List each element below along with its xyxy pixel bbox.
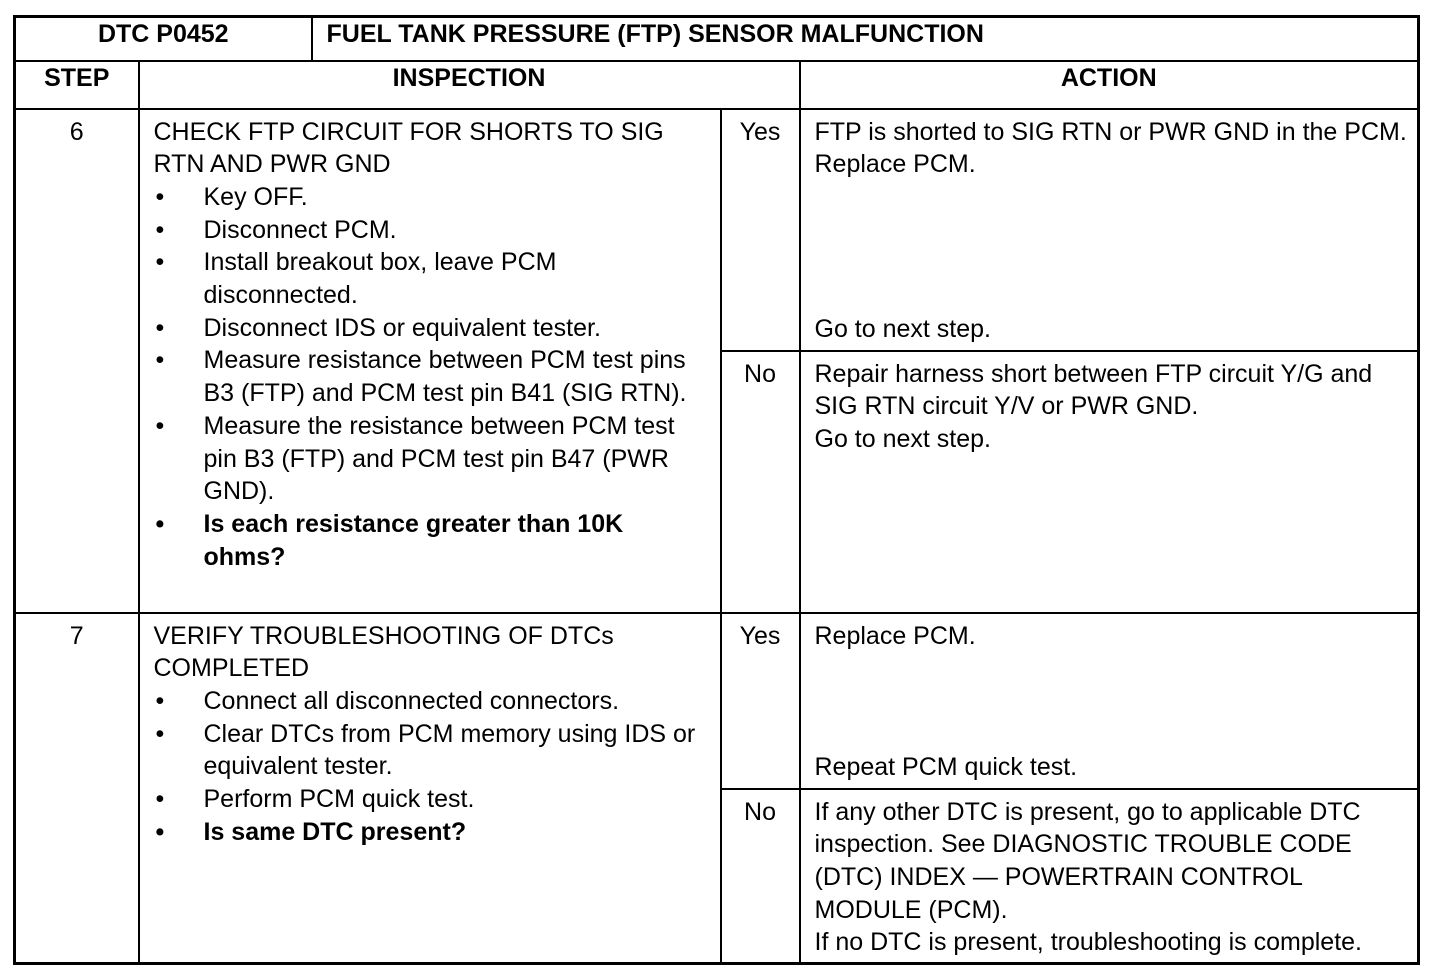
inspection-list bbox=[154, 181, 710, 573]
action-text: Replace PCM. bbox=[814, 621, 976, 650]
list-item: • Measure resistance between PCM test pins B3 (FTP) and PCM test pin B41 (SIG RTN). bbox=[154, 344, 710, 409]
no-action-cell bbox=[800, 351, 1419, 613]
action-text: FTP is shorted to SIG RTN or PWR GND in the PCM. bbox=[814, 117, 1407, 146]
step-number: 7 bbox=[15, 613, 139, 964]
inspection-cell bbox=[139, 613, 721, 964]
yes-action-cell bbox=[800, 613, 1419, 789]
action-text: If any other DTC is present, go to applicable DTC inspection. See DIAGNOSTIC TROUBLE CODE (DTC) INDEX — POWERTRAIN CONTROL MODULE (PCM). bbox=[814, 797, 1361, 924]
dtc-title: FUEL TANK PRESSURE (FTP) SENSOR MALFUNCTION bbox=[312, 17, 1419, 61]
inspection-cell bbox=[139, 109, 721, 613]
list-item: • Clear DTCs from PCM memory using IDS or equivalent tester. bbox=[154, 718, 710, 783]
inspection-list bbox=[154, 685, 710, 849]
dtc-table bbox=[13, 15, 1420, 965]
list-item: • Key OFF. bbox=[154, 181, 710, 214]
column-header-action: ACTION bbox=[800, 61, 1419, 109]
action-next: Go to next step. bbox=[814, 314, 991, 343]
list-item: • Disconnect IDS or equivalent tester. bbox=[154, 312, 710, 345]
action-text: Repair harness short between FTP circuit Y/G and SIG RTN circuit Y/V or PWR GND. bbox=[814, 359, 1373, 421]
list-item: • Connect all disconnected connectors. bbox=[154, 685, 710, 718]
list-item: • Perform PCM quick test. bbox=[154, 783, 710, 816]
step-number: 6 bbox=[15, 109, 139, 613]
no-label: No bbox=[721, 351, 800, 613]
dtc-code: DTC P0452 bbox=[15, 17, 312, 61]
action-text: Replace PCM. bbox=[814, 150, 976, 179]
inspection-question: • Is each resistance greater than 10K ohms? bbox=[154, 508, 710, 573]
yes-label: Yes bbox=[721, 613, 800, 789]
yes-action-cell bbox=[800, 109, 1419, 351]
inspection-title: CHECK FTP CIRCUIT FOR SHORTS TO SIG RTN AND PWR GND bbox=[153, 117, 664, 179]
no-label: No bbox=[721, 789, 800, 964]
action-text: If no DTC is present, troubleshooting is complete. bbox=[814, 928, 1362, 957]
list-item: • Install breakout box, leave PCM disconnected. bbox=[154, 246, 710, 311]
column-header-inspection: INSPECTION bbox=[139, 61, 800, 109]
action-text: Go to next step. bbox=[814, 424, 991, 453]
inspection-question: • Is same DTC present? bbox=[154, 816, 710, 849]
list-item: • Disconnect PCM. bbox=[154, 214, 710, 247]
action-next: Repeat PCM quick test. bbox=[814, 752, 1078, 781]
list-item: • Measure the resistance between PCM test pin B3 (FTP) and PCM test pin B47 (PWR GND). bbox=[154, 410, 710, 508]
column-header-step: STEP bbox=[15, 61, 139, 109]
no-action-cell bbox=[800, 789, 1419, 964]
yes-label: Yes bbox=[721, 109, 800, 351]
inspection-title: VERIFY TROUBLESHOOTING OF DTCs COMPLETED bbox=[153, 621, 614, 683]
